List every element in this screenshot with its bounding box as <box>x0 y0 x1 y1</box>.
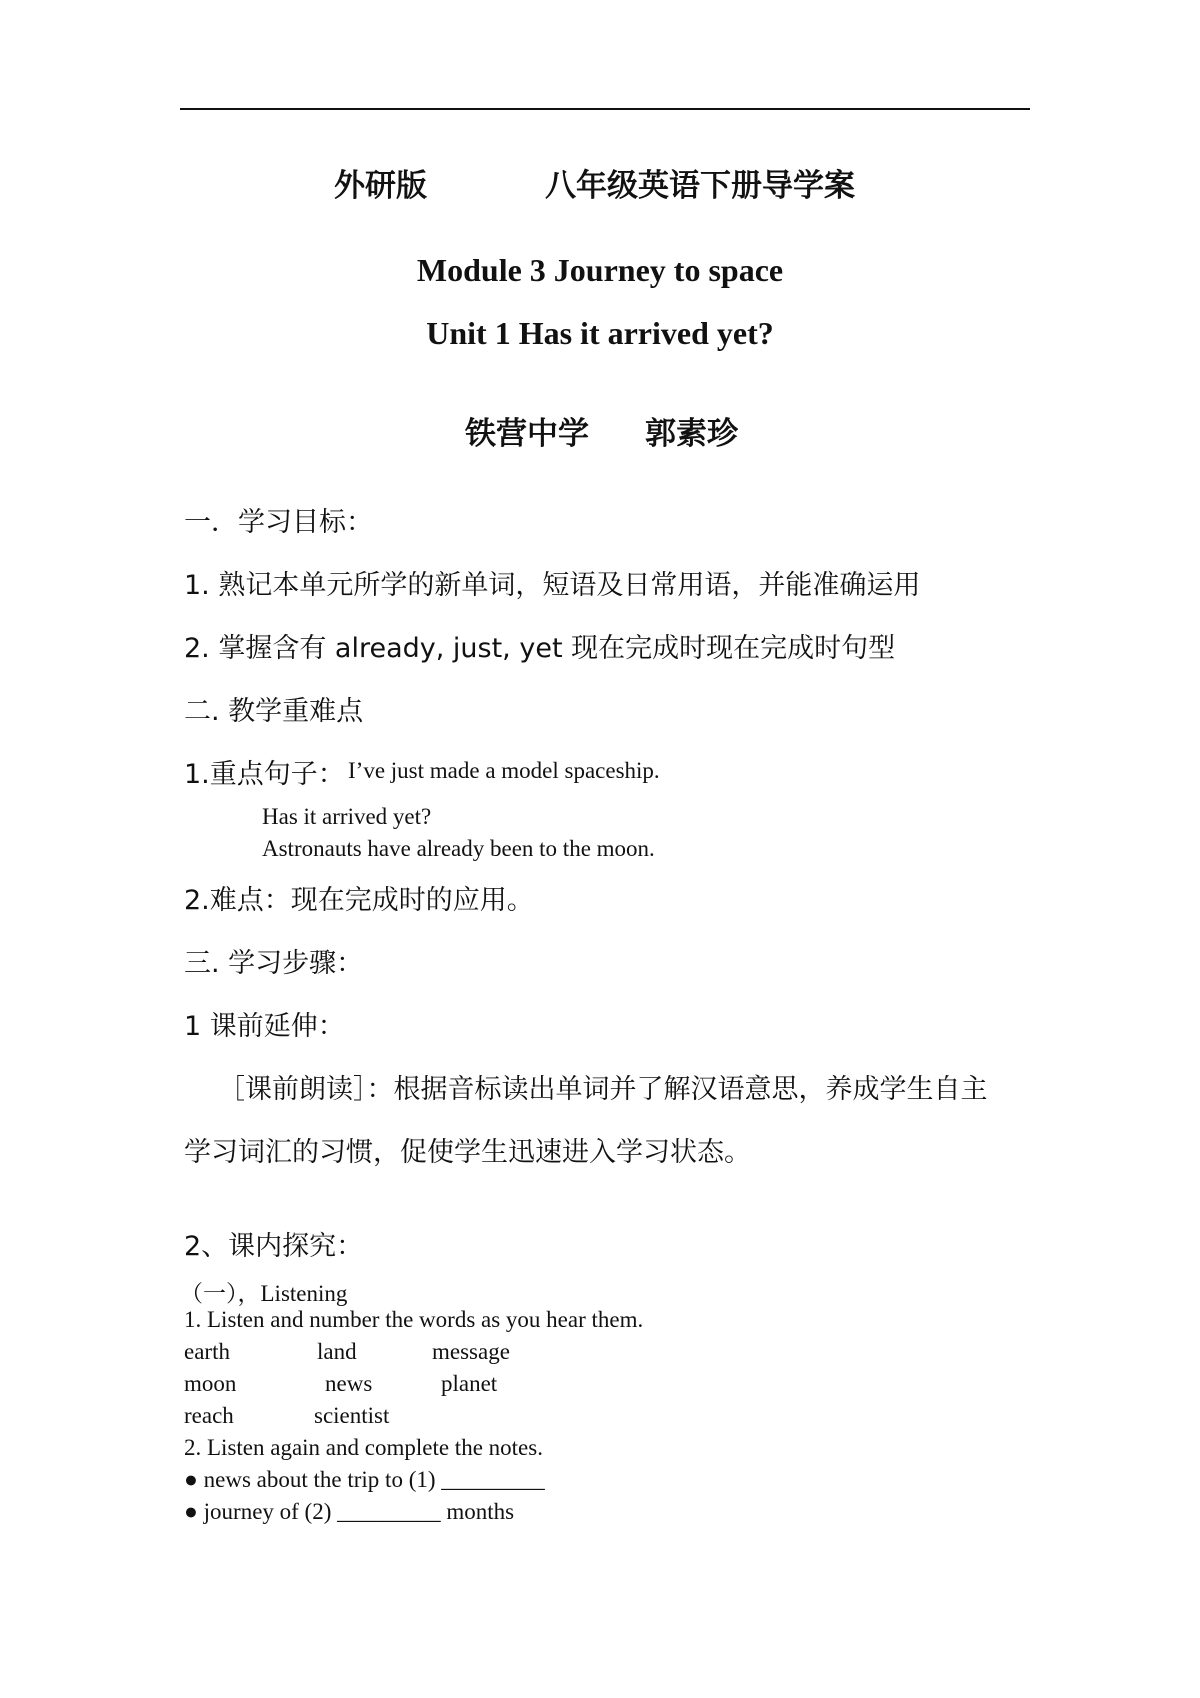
key-sentence-2: Has it arrived yet? <box>262 804 432 829</box>
step1-text-line1: ［课前朗读］：根据音标读出单词并了解汉语意思，养成学生自主 <box>218 1074 988 1105</box>
word-land: land <box>317 1339 357 1364</box>
section2-heading: 二. 教学重难点 <box>184 696 364 727</box>
listening-task-1: 1. Listen and number the words as you hear them. <box>184 1307 644 1332</box>
word-news: news <box>325 1371 373 1396</box>
note-2: ● journey of (2) _________ months <box>184 1499 515 1524</box>
step1-text-line2: 学习词汇的习惯，促使学生迅速进入学习状态。 <box>184 1137 751 1168</box>
book-title: 八年级英语下册导学案 <box>545 168 855 204</box>
section3-heading: 三. 学习步骤： <box>184 948 364 979</box>
word-planet: planet <box>441 1371 498 1396</box>
key-sentence-3: Astronauts have already been to the moon. <box>262 836 655 861</box>
word-earth: earth <box>184 1339 230 1364</box>
listening-label: （一），Listening <box>180 1281 348 1306</box>
teacher-name: 郭素珍 <box>645 416 738 452</box>
key-sentence-1: I’ve just made a model spaceship. <box>348 758 660 783</box>
word-moon: moon <box>184 1371 237 1396</box>
note-1: ● news about the trip to (1) _________ <box>184 1467 545 1492</box>
section1-heading: 一．学习目标： <box>184 507 373 538</box>
difficulty-point: 2.难点：现在完成时的应用。 <box>184 885 534 916</box>
key-points-label: 1.重点句子： <box>184 759 345 790</box>
word-message: message <box>432 1339 510 1364</box>
module-title: Module 3 Journey to space <box>416 252 784 288</box>
word-reach: reach <box>184 1403 234 1428</box>
step2-heading: 2、课内探究： <box>184 1231 364 1262</box>
step1-heading: 1 课前延伸： <box>184 1011 345 1042</box>
listening-task-2: 2. Listen again and complete the notes. <box>184 1435 543 1460</box>
unit-title: Unit 1 Has it arrived yet? <box>426 315 774 351</box>
school-name: 铁营中学 <box>465 416 589 452</box>
publisher: 外研版 <box>334 168 427 204</box>
top-rule <box>180 108 1030 110</box>
objective-1: 1. 熟记本单元所学的新单词，短语及日常用语，并能准确运用 <box>184 570 921 601</box>
objective-2: 2. 掌握含有 already, just, yet 现在完成时现在完成时句型 <box>184 633 896 664</box>
word-scientist: scientist <box>314 1403 390 1428</box>
